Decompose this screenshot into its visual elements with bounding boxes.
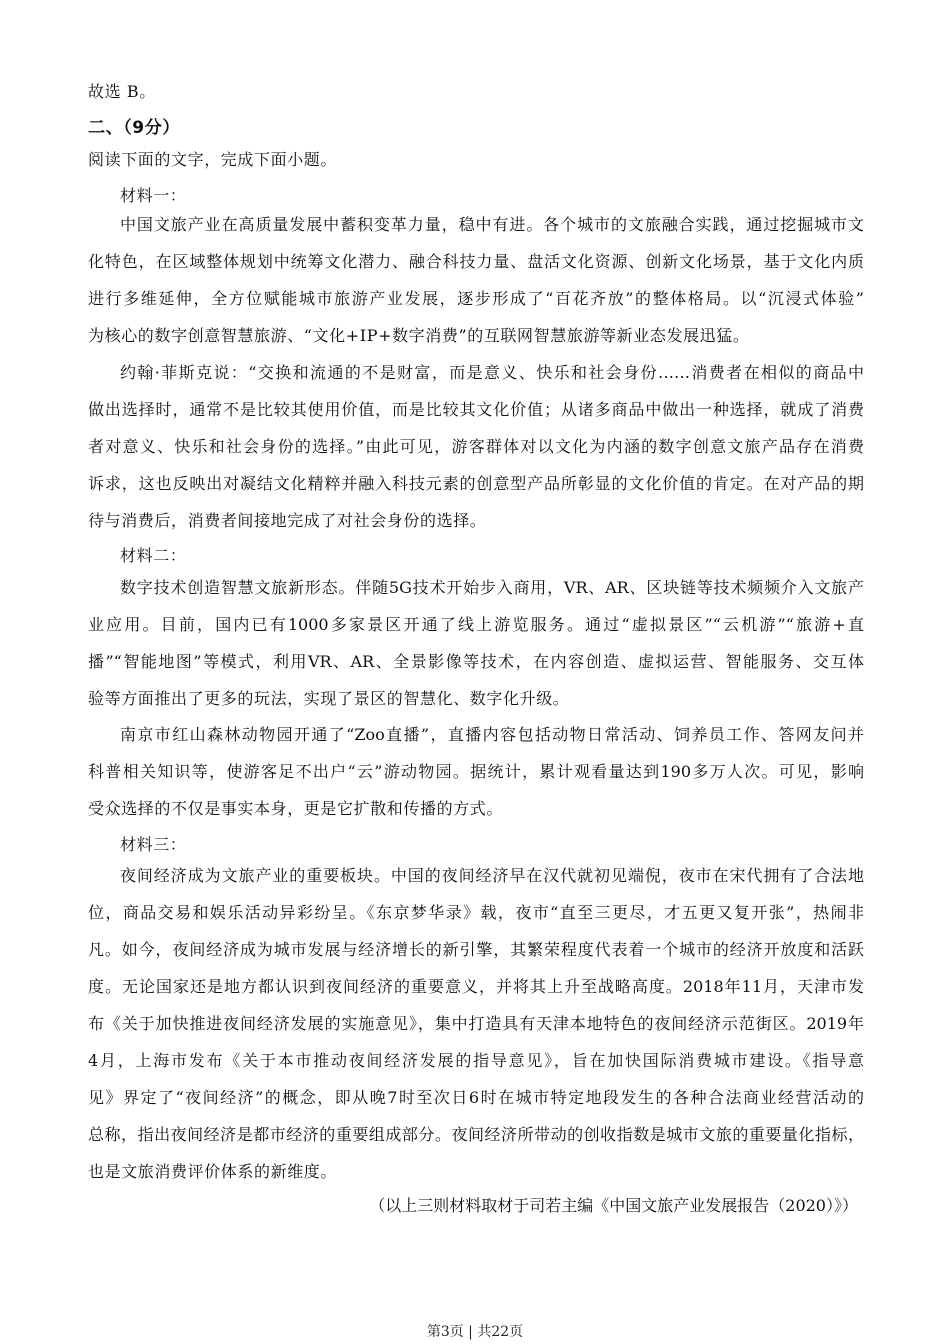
material1-label: 材料一：	[120, 186, 187, 205]
answer-line: 故选 B。	[88, 82, 156, 101]
material1-p1-line: 为核心的数字创意智慧旅游、“文化+IP+数字消费”的互联网智慧旅游等新业态发展迅猛。	[88, 326, 750, 345]
material2-p2-line: 科普相关知识等，使游客足不出户“云”游动物园。据统计，累计观看量达到190多万人次。可见，影响	[88, 762, 864, 781]
material2-label: 材料二：	[120, 546, 187, 565]
material2-p1-line: 播”“智能地图”等模式，利用VR、AR、全景影像等技术，在内容创造、虚拟运营、智能服务、交互体	[88, 652, 864, 671]
section-heading: 二、（9分）	[88, 118, 180, 138]
material3-label: 材料三：	[120, 835, 187, 854]
material3-p1-line: 位，商品交易和娱乐活动异彩纷呈。《东京梦华录》载，夜市“直至三更尽，才五更又复开张”，热闹非	[88, 903, 864, 922]
source-note: （以上三则材料取材于司若主编《中国文旅产业发展报告（2020）》）	[369, 1196, 858, 1215]
material1-p2-line: 待与消费后，消费者间接地完成了对社会身份的选择。	[88, 511, 487, 530]
material3-p1-line: 夜间经济成为文旅产业的重要板块。中国的夜间经济早在汉代就初见端倪，夜市在宋代拥有了合法地	[120, 866, 864, 885]
material2-p2-line: 南京市红山森林动物园开通了“Zoo直播”，直播内容包括动物日常活动、饲养员工作、答网友问并	[120, 725, 864, 744]
material3-p1-line: 布《关于加快推进夜间经济发展的实施意见》，集中打造具有天津本地特色的夜间经济示范街区。2019年	[88, 1014, 864, 1033]
material2-p1-line: 数字技术创造智慧文旅新形态。伴随5G技术开始步入商用，VR、AR、区块链等技术频频介入文旅产	[120, 578, 864, 597]
material2-p1-line: 业应用。目前，国内已有1000多家景区开通了线上游览服务。通过“虚拟景区”“云机游”“旅游+直	[88, 615, 864, 634]
material3-p1-line: 度。无论国家还是地方都认识到夜间经济的重要意义，并将其上升至战略高度。2018年11月，天津市发	[88, 977, 864, 996]
material1-p2-line: 者对意义、快乐和社会身份的选择。”由此可见，游客群体对以文化为内涵的数字创意文旅产品存在消费	[88, 437, 864, 456]
material3-p1-line: 也是文旅消费评价体系的新维度。	[88, 1162, 338, 1181]
material1-p2-line: 做出选择时，通常不是比较其使用价值，而是比较其文化价值；从诸多商品中做出一种选择，就成了消费	[88, 400, 864, 419]
material3-p1-line: 凡。如今，夜间经济成为城市发展与经济增长的新引擎，其繁荣程度代表着一个城市的经济开放度和活跃	[88, 940, 864, 959]
material2-p2-line: 受众选择的不仅是事实本身，更是它扩散和传播的方式。	[88, 799, 504, 818]
material3-p1-line: 4月，上海市发布《关于本市推动夜间经济发展的指导意见》，旨在加快国际消费城市建设。《指导意	[88, 1051, 864, 1070]
section-instruction: 阅读下面的文字，完成下面小题。	[88, 150, 338, 169]
material1-p2-line: 约翰·菲斯克说：“交换和流通的不是财富，而是意义、快乐和社会身份……消费者在相似的商品中	[120, 363, 864, 382]
material1-p1-line: 进行多维延伸，全方位赋能城市旅游产业发展，逐步形成了“百花齐放”的整体格局。以“沉浸式体验”	[88, 289, 864, 308]
material1-p1-line: 中国文旅产业在高质量发展中蓄积变革力量，稳中有进。各个城市的文旅融合实践，通过挖掘城市文	[120, 215, 864, 234]
material1-p1-line: 化特色，在区域整体规划中统筹文化潜力、融合科技力量、盘活文化资源、创新文化场景，基于文化内质	[88, 252, 864, 271]
material2-p1-line: 验等方面推出了更多的玩法，实现了景区的智慧化、数字化升级。	[88, 689, 570, 708]
material3-p1-line: 见》界定了“夜间经济”的概念，即从晚7时至次日6时在城市特定地段发生的各种合法商业经营活动的	[88, 1088, 864, 1107]
material3-p1-line: 总称，指出夜间经济是都市经济的重要组成部分。夜间经济所带动的创收指数是城市文旅的重要量化指标，	[88, 1125, 864, 1144]
page-footer: 第3页 | 共22页	[426, 1324, 524, 1340]
material1-p2-line: 诉求，这也反映出对凝结文化精粹并融入科技元素的创意型产品所彰显的文化价值的肯定。在对产品的期	[88, 474, 864, 493]
